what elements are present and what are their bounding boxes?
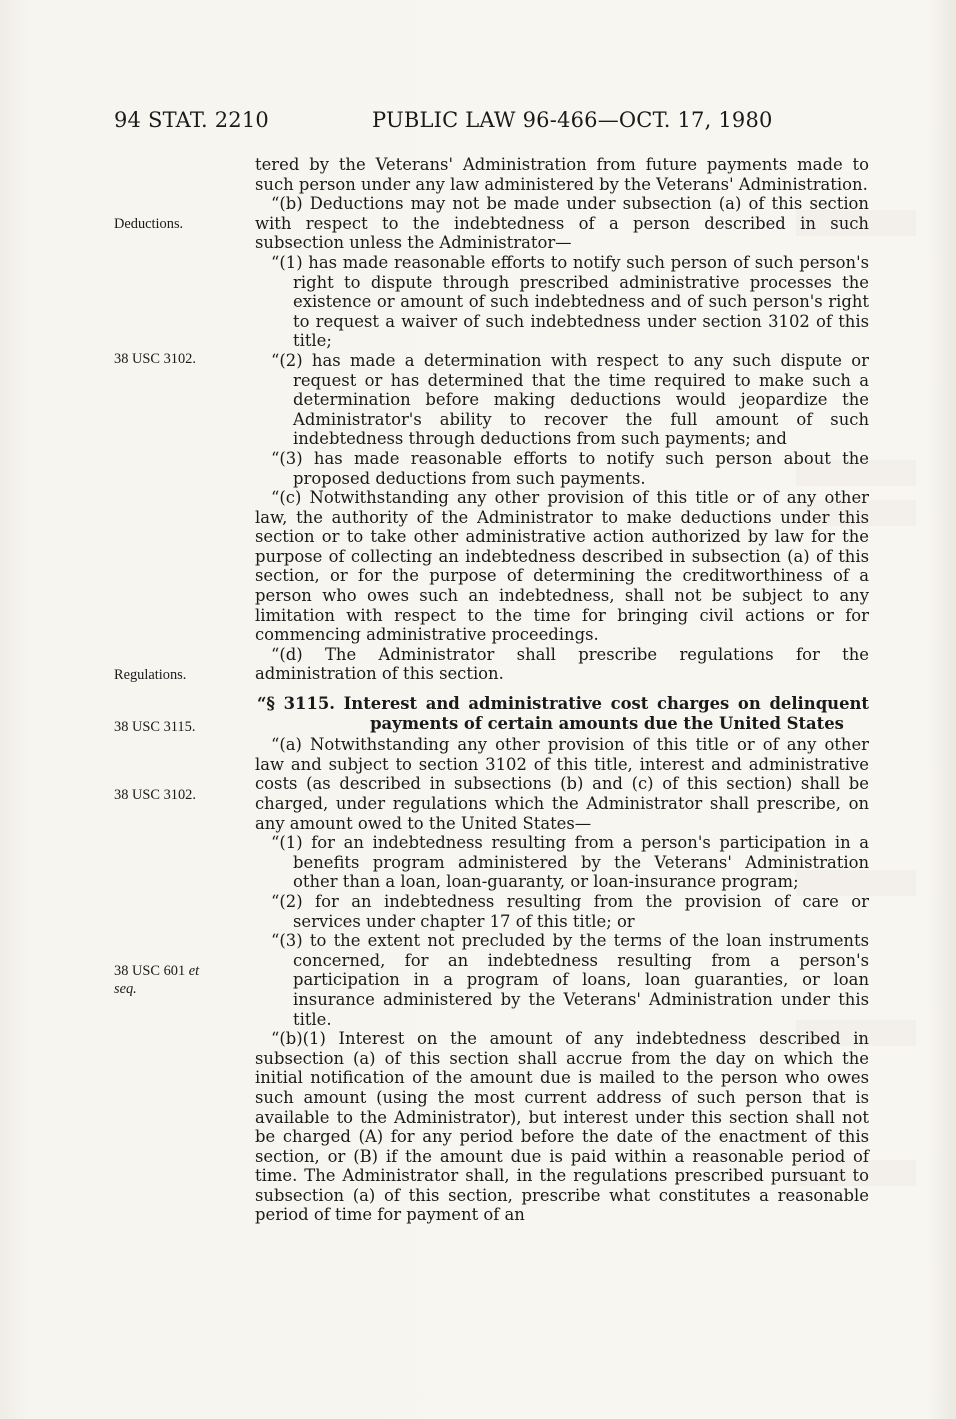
margin-note-usc-3115: 38 USC 3115. [114,719,196,735]
section-heading-line-1: “§ 3115. Interest and administrative cost charges on delinquent [257,694,869,714]
paragraph-3115-a: “(a) Notwithstanding any other provision of this title or of any other law and subject to section 3102 of this title, interest and administrative costs (as described in subsections (b) and (c) of this section) shall be charged, under regulations which the Administrator shall prescribe, on any amount owed to the United States— [255,735,869,833]
paragraph-b3: “(3) has made reasonable efforts to notify such person about the proposed deductions from such payments. [271,448,869,488]
paragraph-3115-a3: “(3) to the extent not precluded by the terms of the loan instruments concerned, for an indebtedness resulting from a person's participation in a program of loans, loan guaranties, or loan insurance administered by the Veterans' Administration under this title. [271,931,869,1029]
law-title: PUBLIC LAW 96-466—OCT. 17, 1980 [372,108,773,132]
margin-note-usc-3102: 38 USC 3102. [114,351,196,367]
margin-note-usc-3102-b: 38 USC 3102. [114,787,196,803]
margin-note-usc-601-et: et [188,963,200,979]
section-heading-line-2: payments of certain amounts due the United States [370,713,844,733]
paragraph-b2: “(2) has made a determination with respect to any such dispute or request or has determined that the time required to make such a determination before making deductions would jeopardize the Administrator's ability to recover the full amount of such indebtedness through deductions from such payments; and [271,350,869,449]
paragraph-b1: “(1) has made reasonable efforts to notify such person of such person's right to dispute through prescribed administrative processes the existence or amount of such indebtedness and of such person's right to request a waiver of such indebtedness under section 3102 of this title; [271,252,869,351]
paragraph-3115-a1: “(1) for an indebtedness resulting from a person's participation in a benefits program administered by the Veterans' Administration other than a loan, loan-guaranty, or loan-insurance program; [271,833,869,892]
margin-note-regulations: Regulations. [114,667,187,683]
page-header [0,108,956,138]
paragraph-d: “(d) The Administrator shall prescribe regulations for the administration of this section. [255,644,869,684]
paragraph-3115-b1: “(b)(1) Interest on the amount of any indebtedness described in subsection (a) of this section shall accrue from the day on which the initial notification of the amount due is mailed to the person who owes such amount (using the most current address of such person that is available to the Administrator), but interest under this section shall not be charged (A) for any period before the date of the enactment of this section, or (B) if the amount due is paid within a reasonable period of time. The Administrator shall, in the regulations prescribed pursuant to subsection (a) of this section, prescribe what constitutes a reasonable period of time for payment of an [255,1029,869,1225]
paragraph-c: “(c) Notwithstanding any other provision of this title or of any other law, the authority of the Administrator to make deductions under this section or to take other administrative action authorized by law for the purpose of collecting an indebtedness described in subsection (a) of this section, or for the purpose of determining the creditworthiness of a person who owes such an indebtedness, shall not be subject to any limitation with respect to the time for bringing civil actions or for commencing administrative proceedings. [255,488,869,645]
section-3115-heading [255,694,869,733]
statute-reference: 94 STAT. 2210 [114,108,269,132]
margin-note-deductions: Deductions. [114,216,184,232]
paragraph-intro: tered by the Veterans' Administration from future payments made to such person under any law administered by the Veterans' Administration. [255,155,869,194]
margin-note-usc-601 [114,962,199,998]
paragraph-b: “(b) Deductions may not be made under subsection (a) of this section with respect to the indebtedness of a person described in such subsection unless the Administrator— [255,194,869,253]
main-text [255,155,869,1225]
margin-note-usc-601-text: 38 USC 601 [114,963,186,979]
margin-note-usc-601-seq: seq. [114,981,137,997]
paragraph-3115-a2: “(2) for an indebtedness resulting from the provision of care or services under chapter 17 of this title; or [271,891,869,931]
